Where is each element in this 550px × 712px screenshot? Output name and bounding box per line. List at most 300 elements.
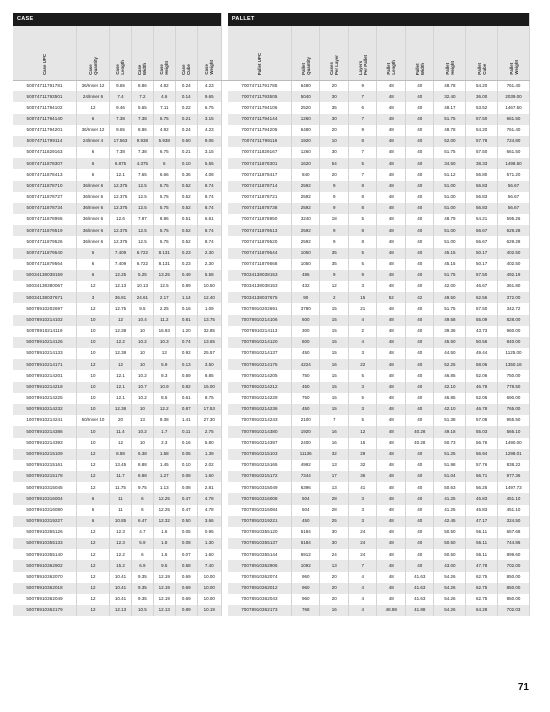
pallet-value-cell: 6480	[291, 80, 320, 91]
case-value-cell: 12.375	[109, 203, 131, 214]
pallet-value-cell: 9	[320, 203, 349, 214]
pallet-value-cell: 492.19	[498, 270, 530, 281]
pallet-value-cell: 48	[377, 203, 406, 214]
case-value-cell: 10.41	[109, 583, 131, 594]
pallet-value-cell: 450	[291, 382, 320, 393]
pallet-value-cell: 2	[348, 326, 377, 337]
case-value-cell: 9.5	[131, 303, 153, 314]
pallet-value-cell: 48	[377, 438, 406, 449]
case-value-cell: 10.7	[131, 382, 153, 393]
case-upc-cell: 50074711829163	[13, 147, 77, 158]
column-header-row	[13, 26, 530, 80]
pallet-value-cell: 56.11	[466, 549, 498, 560]
pallet-value-cell: 24	[348, 549, 377, 560]
table-row	[13, 583, 530, 594]
case-upc-cell: 50074711794102	[13, 102, 77, 113]
pallet-value-cell: 29	[348, 449, 377, 460]
pallet-value-cell: 8	[348, 136, 377, 147]
pallet-value-cell: 15	[348, 438, 377, 449]
case-value-cell: 1.30	[197, 538, 221, 549]
pallet-value-cell: 48	[377, 236, 406, 247]
case-upc-cell: 50078910362179	[13, 605, 77, 616]
row-gap	[221, 382, 228, 393]
pallet-value-cell: 40	[405, 181, 434, 192]
pallet-upc-cell: 70078910214137	[228, 348, 292, 359]
pallet-value-cell: 3	[348, 281, 377, 292]
table-row	[13, 359, 530, 370]
case-value-cell: 9.65	[109, 125, 131, 136]
pallet-value-cell: 40	[405, 236, 434, 247]
pallet-value-cell: 52.00	[434, 136, 466, 147]
case-upc-cell: 50078910214102	[13, 315, 77, 326]
pallet-value-cell: 40	[405, 248, 434, 259]
pallet-value-cell: 40	[405, 192, 434, 203]
case-value-cell: 6.75	[153, 114, 175, 125]
pallet-value-cell: 4	[348, 315, 377, 326]
case-value-cell: 5.65	[131, 102, 153, 113]
pallet-value-cell: 51.75	[434, 270, 466, 281]
row-gap	[221, 348, 228, 359]
table-row	[13, 214, 530, 225]
case-value-cell: 6	[77, 169, 110, 180]
case-value-cell: 10.2	[131, 426, 153, 437]
case-value-cell: 11.75	[109, 482, 131, 493]
pallet-value-cell: 40.28	[405, 426, 434, 437]
case-column-header: Case UPC	[13, 26, 77, 80]
pallet-value-cell: 9	[348, 80, 377, 91]
pallet-value-cell: 6912	[291, 549, 320, 560]
case-value-cell: 0.87	[175, 404, 197, 415]
pallet-value-cell: 52	[377, 292, 406, 303]
pallet-upc-cell: 70078910362906	[228, 560, 292, 571]
pallet-value-cell: 8	[348, 236, 377, 247]
case-value-cell: 0.13	[175, 359, 197, 370]
pallet-upc-cell: 70078910215165	[228, 460, 292, 471]
case-value-cell: 11.7	[109, 471, 131, 482]
pallet-upc-cell: 70078910362074	[228, 572, 292, 583]
case-value-cell: 4.23	[197, 125, 221, 136]
pallet-value-cell: 450	[291, 516, 320, 527]
case-value-cell: 7.87	[131, 214, 153, 225]
case-value-cell: 10	[77, 348, 110, 359]
pallet-value-cell: 12	[348, 426, 377, 437]
case-value-cell: 10.13	[131, 281, 153, 292]
case-value-cell: 6.9	[131, 560, 153, 571]
pallet-value-cell: 46.85	[434, 393, 466, 404]
table-row	[13, 460, 530, 471]
pallet-value-cell: 32	[320, 449, 349, 460]
pallet-value-cell: 50.63	[434, 482, 466, 493]
pallet-upc-cell: 70078910214236	[228, 404, 292, 415]
case-value-cell: 6	[77, 493, 110, 504]
row-gap	[221, 393, 228, 404]
pallet-value-cell: 50.17	[466, 248, 498, 259]
pallet-value-cell: 20	[320, 583, 349, 594]
case-value-cell: 0.92	[175, 348, 197, 359]
pallet-value-cell: 44.50	[434, 348, 466, 359]
case-value-cell: 36/Inner 12	[77, 80, 110, 91]
pallet-value-cell: 9	[348, 125, 377, 136]
case-value-cell: 12.1	[109, 370, 131, 381]
pallet-value-cell: 1490.00	[498, 438, 530, 449]
pallet-value-cell: 40	[405, 102, 434, 113]
case-value-cell: 10	[131, 348, 153, 359]
case-value-cell: 7.2	[131, 91, 153, 102]
row-gap	[221, 125, 228, 136]
pallet-value-cell: 15	[320, 303, 349, 314]
row-gap	[221, 415, 228, 426]
pallet-upc-cell: 70078910362012	[228, 583, 292, 594]
pallet-value-cell: 5	[348, 370, 377, 381]
pallet-value-cell: 40	[405, 125, 434, 136]
case-value-cell: 6	[131, 549, 153, 560]
pallet-value-cell: 51.75	[434, 147, 466, 158]
case-value-cell: 6	[77, 147, 110, 158]
case-value-cell: 12	[77, 560, 110, 571]
pallet-value-cell: 48	[377, 147, 406, 158]
case-value-cell: 8.131	[153, 259, 175, 270]
pallet-value-cell: 8	[348, 181, 377, 192]
pallet-value-cell: 724.80	[498, 136, 530, 147]
pallet-value-cell: 20	[320, 80, 349, 91]
table-row	[13, 404, 530, 415]
pallet-value-cell: 7	[348, 169, 377, 180]
pallet-value-cell: 35	[320, 248, 349, 259]
pallet-value-cell: 48	[377, 114, 406, 125]
case-value-cell: 12.3	[109, 538, 131, 549]
pallet-value-cell: 7	[348, 147, 377, 158]
pallet-value-cell: 52.06	[466, 393, 498, 404]
pallet-value-cell: 2592	[291, 203, 320, 214]
case-value-cell: 10	[77, 326, 110, 337]
pallet-value-cell: 54.20	[466, 125, 498, 136]
case-value-cell: 0.10	[175, 158, 197, 169]
case-value-cell: 12.1	[109, 169, 131, 180]
case-value-cell: 5.75	[153, 236, 175, 247]
case-value-cell: 4.78	[197, 493, 221, 504]
pallet-upc-cell: 70078910355144	[228, 549, 292, 560]
case-value-cell: 36/Inner 6	[77, 225, 110, 236]
pallet-value-cell: 40	[405, 449, 434, 460]
case-value-cell: 1.27	[153, 471, 175, 482]
case-value-cell: 0.05	[175, 449, 197, 460]
pallet-upc-cell: 70078910316008	[228, 493, 292, 504]
pallet-value-cell: 960	[291, 583, 320, 594]
pallet-value-cell: 56.25	[466, 482, 498, 493]
table-row	[13, 91, 530, 102]
pallet-value-cell: 2	[320, 292, 349, 303]
pallet-value-cell: 64.28	[466, 605, 498, 616]
pallet-value-cell: 571.20	[498, 169, 530, 180]
case-value-cell: 1.6	[153, 527, 175, 538]
pallet-value-cell: 40	[405, 482, 434, 493]
pallet-value-cell: 1467.50	[498, 102, 530, 113]
case-value-cell: 17.53	[197, 404, 221, 415]
row-gap	[221, 292, 228, 303]
pallet-upc-cell: 70078910214106	[228, 315, 292, 326]
pallet-value-cell: 51.25	[434, 449, 466, 460]
pallet-value-cell: 7	[348, 91, 377, 102]
case-value-cell: 0.95	[197, 527, 221, 538]
case-value-cell: 12.375	[109, 225, 131, 236]
case-value-cell: 10.85	[109, 516, 131, 527]
pallet-value-cell: 45.83	[466, 505, 498, 516]
case-value-cell: 0.08	[175, 538, 197, 549]
pallet-value-cell: 750	[291, 370, 320, 381]
case-value-cell: 0.24	[175, 125, 197, 136]
case-value-cell: 12	[109, 359, 131, 370]
pallet-value-cell: 41.25	[434, 505, 466, 516]
pallet-value-cell: 9	[320, 270, 349, 281]
case-value-cell: 0.11	[175, 426, 197, 437]
pallet-value-cell: 9	[348, 270, 377, 281]
case-value-cell: 6.61	[197, 214, 221, 225]
case-value-cell: 6	[77, 505, 110, 516]
pallet-value-cell: 661.50	[498, 114, 530, 125]
case-value-cell: 7.38	[131, 147, 153, 158]
case-upc-cell: 50078910319227	[13, 516, 77, 527]
pallet-value-cell: 36	[348, 471, 377, 482]
case-value-cell: 0.61	[175, 393, 197, 404]
case-value-cell: 8.86	[153, 214, 175, 225]
table-row	[13, 471, 530, 482]
case-value-cell: 3.15	[197, 114, 221, 125]
pallet-value-cell: 54.26	[434, 594, 466, 605]
case-upc-cell: 50074711878956	[13, 214, 77, 225]
pallet-value-cell: 42	[405, 292, 434, 303]
case-value-cell: 9.35	[131, 583, 153, 594]
pallet-value-cell: 48	[377, 181, 406, 192]
pallet-value-cell: 48	[377, 225, 406, 236]
row-gap	[221, 315, 228, 326]
case-value-cell: 9.35	[131, 594, 153, 605]
case-value-cell: 5.55	[197, 158, 221, 169]
pallet-value-cell: 10	[320, 136, 349, 147]
row-gap	[221, 326, 228, 337]
pallet-value-cell: 57.50	[466, 303, 498, 314]
pallet-value-cell: 2592	[291, 192, 320, 203]
row-gap	[221, 236, 228, 247]
pallet-value-cell: 1050	[291, 259, 320, 270]
pallet-upc-cell: 70074711879513	[228, 225, 292, 236]
case-value-cell: 11	[109, 493, 131, 504]
pallet-value-cell: 50.73	[434, 438, 466, 449]
pallet-value-cell: 51.12	[434, 169, 466, 180]
table-row	[13, 370, 530, 381]
pallet-upc-cell: 70078910355120	[228, 527, 292, 538]
pallet-value-cell: 48.17	[434, 102, 466, 113]
case-upc-cell: 50078910214119	[13, 326, 77, 337]
pallet-value-cell: 2592	[291, 181, 320, 192]
pallet-value-cell: 50.56	[466, 337, 498, 348]
pallet-value-cell: 1920	[291, 426, 320, 437]
pallet-value-cell: 45.15	[434, 259, 466, 270]
pallet-upc-cell: 70074711879568	[228, 259, 292, 270]
case-upc-cell: 50034138380067	[13, 281, 77, 292]
case-value-cell: 12.13	[153, 605, 175, 616]
pallet-value-cell: 48	[377, 259, 406, 270]
case-value-cell: 12.5	[153, 281, 175, 292]
case-value-cell: 1.7	[153, 426, 175, 437]
pallet-value-cell: 41.88	[405, 605, 434, 616]
pallet-value-cell: 40	[405, 114, 434, 125]
pallet-value-cell: 600	[291, 315, 320, 326]
case-value-cell: 5.75	[153, 225, 175, 236]
case-value-cell: 10.4	[131, 315, 153, 326]
case-upc-cell: 50078910316004	[13, 493, 77, 504]
case-value-cell: 0.59	[175, 370, 197, 381]
case-value-cell: 0.69	[175, 594, 197, 605]
pallet-value-cell: 450	[291, 348, 320, 359]
case-value-cell: 24/Inner 6	[77, 91, 110, 102]
pallet-value-cell: 24	[348, 538, 377, 549]
pallet-value-cell: 40	[405, 538, 434, 549]
table-row	[13, 102, 530, 113]
pallet-value-cell: 6396	[291, 482, 320, 493]
case-value-cell: 12.5	[131, 225, 153, 236]
pallet-value-cell: 57.08	[466, 415, 498, 426]
case-value-cell: 12.25	[153, 493, 175, 504]
pallet-value-cell: 48	[377, 404, 406, 415]
case-value-cell: 36/Inner 6	[77, 214, 110, 225]
pallet-value-cell: 48	[377, 125, 406, 136]
case-value-cell: 5.9	[131, 538, 153, 549]
case-value-cell: 12.1	[109, 382, 131, 393]
page-number: 71	[517, 682, 529, 693]
pallet-value-cell: 40	[405, 505, 434, 516]
case-value-cell: 8.88	[131, 471, 153, 482]
case-value-cell: 12.19	[153, 583, 175, 594]
case-column-header: Case Weight	[197, 26, 221, 80]
case-value-cell: 1.14	[175, 292, 197, 303]
pallet-value-cell: 1050	[291, 248, 320, 259]
case-value-cell: 0.24	[175, 80, 197, 91]
pallet-value-cell: 42.10	[434, 404, 466, 415]
case-value-cell: 4.08	[197, 169, 221, 180]
case-value-cell: 12.5	[131, 192, 153, 203]
case-value-cell: 12.38	[109, 404, 131, 415]
pallet-value-cell: 40	[405, 393, 434, 404]
pallet-section-title: PALLET	[228, 13, 530, 26]
case-upc-cell: 50074711794201	[13, 125, 77, 136]
case-value-cell: 0.05	[175, 527, 197, 538]
case-value-cell: 12.38	[109, 326, 131, 337]
pallet-value-cell: 50.17	[466, 259, 498, 270]
row-gap	[221, 549, 228, 560]
pallet-value-cell: 54.26	[434, 583, 466, 594]
case-value-cell: 11.2	[153, 315, 175, 326]
pallet-value-cell: 54.26	[434, 605, 466, 616]
case-value-cell: 0.08	[175, 482, 197, 493]
pallet-upc-cell: 70074711794205	[228, 125, 292, 136]
pallet-value-cell: 5	[348, 393, 377, 404]
pallet-value-cell: 56.83	[466, 181, 498, 192]
pallet-value-cell: 48	[377, 426, 406, 437]
case-value-cell: 0.21	[175, 147, 197, 158]
pallet-upc-cell: 70078910214243	[228, 415, 292, 426]
pallet-value-cell: 32.40	[434, 91, 466, 102]
case-value-cell: 9.938	[131, 136, 153, 147]
pallet-value-cell: 3	[348, 493, 377, 504]
pallet-value-cell: 62.75	[466, 572, 498, 583]
case-value-cell: 10.2	[131, 393, 153, 404]
case-value-cell: 0.60	[175, 136, 197, 147]
pallet-value-cell: 57.76	[466, 460, 498, 471]
case-value-cell: 3	[77, 292, 110, 303]
pallet-value-cell: 8	[348, 203, 377, 214]
pallet-value-cell: 56.67	[466, 236, 498, 247]
table-row	[13, 505, 530, 516]
pallet-upc-cell: 70078910214205	[228, 370, 292, 381]
case-value-cell: 0.22	[175, 102, 197, 113]
row-gap	[221, 91, 228, 102]
case-value-cell: 36/Inner 6	[77, 203, 110, 214]
case-value-cell: 6.38	[131, 449, 153, 460]
case-value-cell: 24/Inner 4	[77, 136, 110, 147]
pallet-value-cell: 48	[377, 560, 406, 571]
case-value-cell: 12.19	[153, 572, 175, 583]
pallet-value-cell: 1092	[291, 560, 320, 571]
pallet-column-header: Pallet Quantity	[291, 26, 320, 80]
pallet-value-cell: 15	[320, 348, 349, 359]
pallet-value-cell: 13	[320, 560, 349, 571]
pallet-value-cell: 48	[377, 583, 406, 594]
case-value-cell: 12.19	[153, 594, 175, 605]
case-value-cell: 4.23	[197, 80, 221, 91]
case-value-cell: 12	[77, 303, 110, 314]
pallet-upc-cell: 70078910315049	[228, 482, 292, 493]
pallet-value-cell: 2520	[291, 102, 320, 113]
case-upc-cell: 50078910355133	[13, 538, 77, 549]
case-value-cell: 6	[131, 505, 153, 516]
pallet-upc-cell: 70074711799118	[228, 136, 292, 147]
pallet-value-cell: 20	[320, 594, 349, 605]
pallet-value-cell: 48	[377, 415, 406, 426]
pallet-value-cell: 955.50	[498, 415, 530, 426]
case-upc-cell: 50034138037671	[13, 292, 77, 303]
pallet-column-header: Pallet Cube	[466, 26, 498, 80]
table-row	[13, 337, 530, 348]
pallet-value-cell: 51.04	[434, 471, 466, 482]
pallet-value-cell: 48	[377, 270, 406, 281]
pallet-value-cell: 40	[405, 136, 434, 147]
pallet-upc-cell: 70034138037675	[228, 292, 292, 303]
pallet-value-cell: 62.75	[466, 583, 498, 594]
pallet-column-header: Pallet Weight	[498, 26, 530, 80]
case-value-cell: 9.35	[131, 572, 153, 583]
pallet-value-cell: 16	[320, 426, 349, 437]
case-column-header: Case Cube	[175, 26, 197, 80]
case-upc-cell: 50074711791781	[13, 80, 77, 91]
table-row	[13, 169, 530, 180]
case-value-cell: 9.65	[197, 91, 221, 102]
case-value-cell: 12.2	[109, 549, 131, 560]
case-value-cell: 10	[77, 393, 110, 404]
pallet-value-cell: 744.86	[498, 538, 530, 549]
pallet-value-cell: 40	[405, 382, 434, 393]
pallet-value-cell: 30	[320, 91, 349, 102]
pallet-value-cell: 41.63	[405, 594, 434, 605]
case-value-cell: 6.722	[131, 259, 153, 270]
case-value-cell: 4.7	[131, 527, 153, 538]
pallet-column-header: Layers Per Pallet	[348, 26, 377, 80]
case-value-cell: 8.86	[131, 80, 153, 91]
pallet-value-cell: 40	[405, 203, 434, 214]
pallet-value-cell: 49.18	[434, 426, 466, 437]
table-row	[13, 303, 530, 314]
pallet-column-header: Pallet UPC	[228, 26, 292, 80]
case-value-cell: 9.38	[153, 415, 175, 426]
